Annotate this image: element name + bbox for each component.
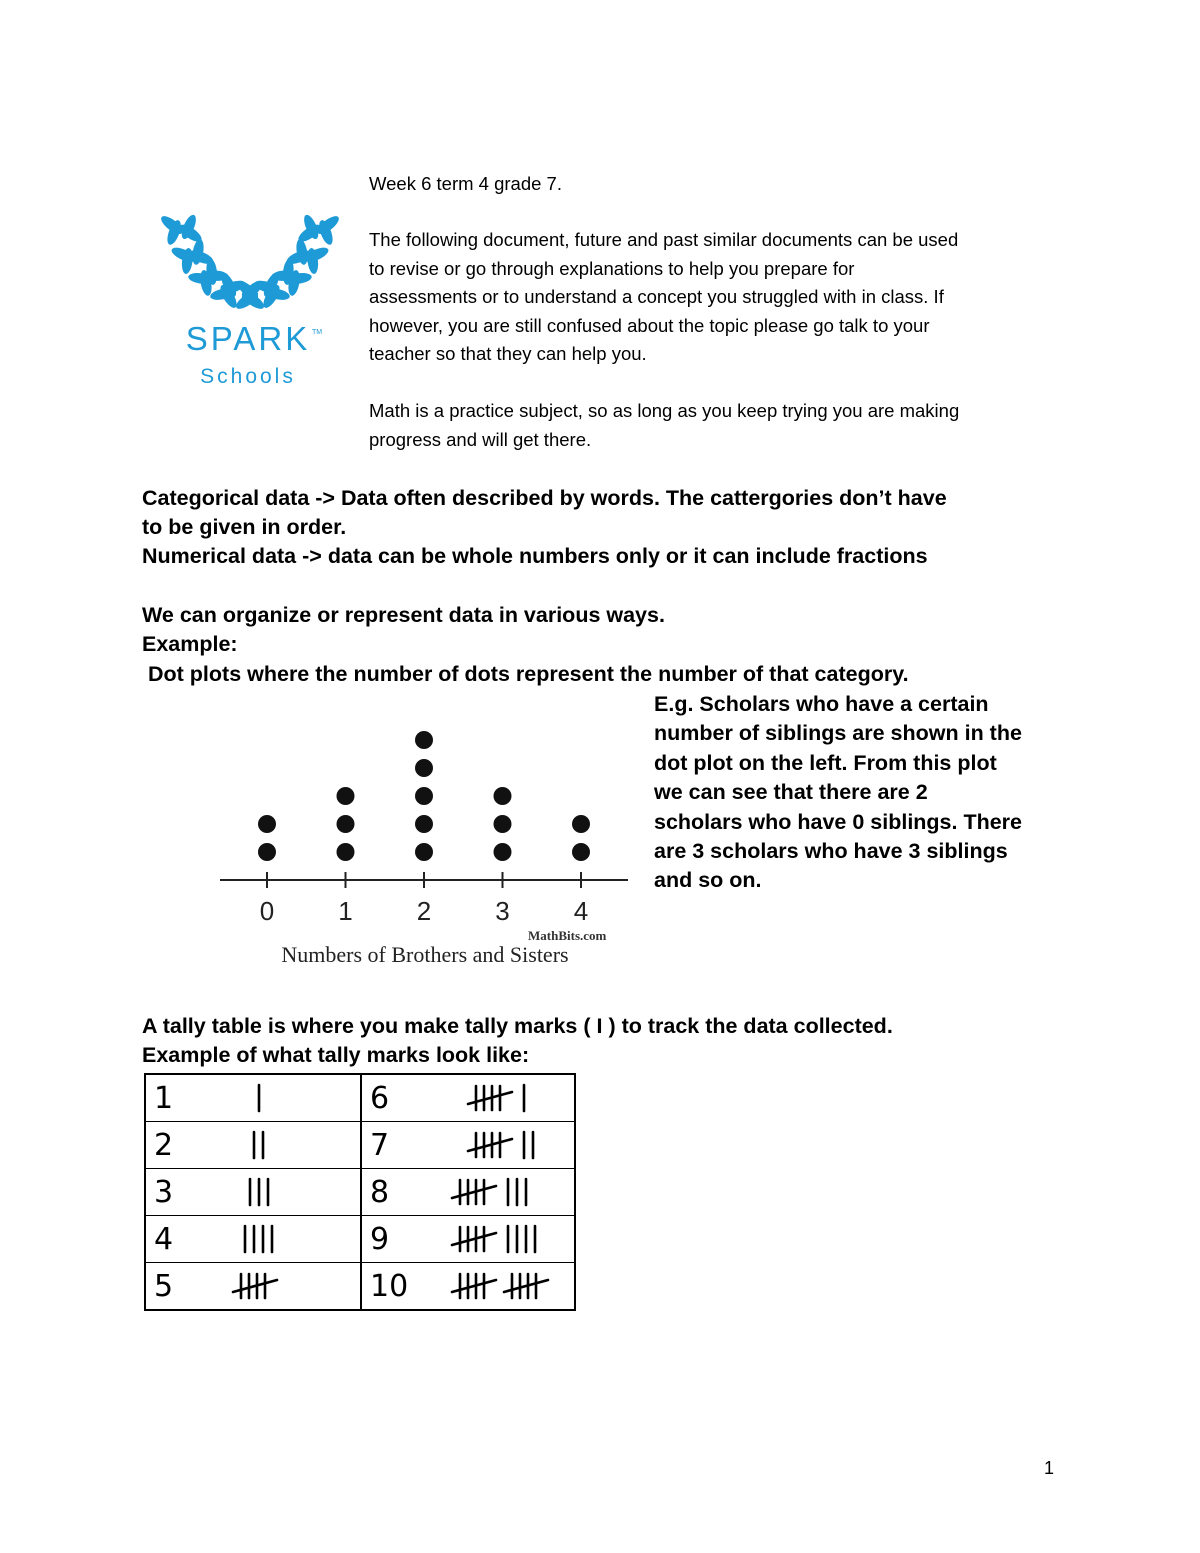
data-dot: [258, 843, 276, 861]
tally-number: 3: [145, 1169, 214, 1216]
logo-brand: SPARK: [185, 320, 311, 357]
dot-plot-svg: [210, 718, 640, 938]
tally-marks: [450, 1268, 558, 1304]
tally-table: [144, 1073, 576, 1311]
week-heading: Week 6 term 4 grade 7.: [369, 173, 562, 194]
tally-cross-stroke: [468, 1092, 512, 1104]
tally-cell: [430, 1216, 575, 1263]
dot-plot-chart: [210, 718, 640, 980]
intro-line: assessments or to understand a concept you struggled with in class. If: [369, 286, 944, 308]
data-dot: [494, 815, 512, 833]
tally-cell: [214, 1074, 361, 1122]
organize-line: We can organize or represent data in various ways.: [142, 603, 665, 627]
x-tick-label: 4: [573, 896, 589, 926]
numerical-definition: [142, 542, 1102, 571]
example-label: Example:: [142, 632, 238, 656]
page-number: 1: [1044, 1458, 1055, 1478]
intro-line: Math is a practice subject, so as long as you keep trying you are making: [369, 400, 960, 421]
tally-cell: [430, 1074, 575, 1122]
explanation-line: scholars who have 0 siblings. There: [654, 809, 1023, 834]
logo-subtitle: Schools: [200, 365, 296, 388]
x-tick-label: 2: [416, 896, 432, 926]
categorical-definition-cont: to be given in order.: [142, 515, 347, 539]
x-tick-label: 3: [495, 896, 510, 926]
tally-number: 10: [361, 1263, 430, 1311]
tally-cell: [214, 1169, 361, 1216]
tally-term: tally table: [162, 1014, 262, 1038]
x-tick-label: 0: [259, 896, 275, 926]
explanation-line: number of siblings are shown in the: [654, 721, 1022, 746]
explanation-line: dot plot on the left. From this plot: [654, 750, 997, 775]
categorical-text: Data often described by words. The cattergories don’t have: [334, 486, 947, 510]
tally-number: 4: [145, 1216, 214, 1263]
tally-marks: [239, 1221, 279, 1257]
explanation-line: we can see that there are 2: [654, 780, 928, 805]
tally-number: 6: [361, 1074, 430, 1122]
dot-plot-explanation: [654, 690, 1074, 896]
data-dot: [494, 843, 512, 861]
tally-number: 9: [361, 1216, 430, 1263]
tally-number: 5: [145, 1263, 214, 1311]
practice-paragraph: [369, 397, 1069, 454]
tally-cell: [214, 1216, 361, 1263]
tally-number: 2: [145, 1122, 214, 1169]
tally-cross-stroke: [452, 1233, 496, 1245]
tally-marks: [450, 1221, 542, 1257]
data-dot: [494, 787, 512, 805]
intro-line: The following document, future and past similar documents can be used: [369, 229, 959, 250]
intro-paragraph: [369, 226, 1069, 369]
data-dot: [572, 843, 590, 861]
tally-row: [145, 1122, 575, 1169]
x-tick-label: 1: [338, 896, 353, 926]
tally-row: [145, 1169, 575, 1216]
data-dot: [415, 787, 433, 805]
tally-number: 8: [361, 1169, 430, 1216]
tally-example-label: Example of what tally marks look like:: [142, 1043, 530, 1067]
tally-prefix: A: [142, 1014, 163, 1038]
tally-cell: [430, 1122, 575, 1169]
dot-plot-term: Dot plots: [148, 662, 242, 686]
tally-cell: [430, 1263, 575, 1311]
tally-marks: [450, 1174, 533, 1210]
data-dot: [415, 759, 433, 777]
tally-cross-stroke: [452, 1186, 496, 1198]
explanation-line: E.g. Scholars who have a certain: [654, 692, 989, 716]
categorical-definition: [142, 484, 1102, 513]
tally-row: [145, 1216, 575, 1263]
logo-trademark: TM: [312, 329, 323, 336]
explanation-line: and so on.: [654, 868, 762, 893]
tally-marks: [253, 1080, 266, 1116]
tally-marks: [244, 1174, 275, 1210]
tally-cross-stroke: [452, 1280, 496, 1292]
numerical-term: Numerical data ->: [142, 544, 322, 568]
intro-line: to revise or go through explanations to help you prepare for: [369, 257, 855, 279]
intro-line: however, you are still confused about the topic please go talk to your: [369, 314, 930, 336]
x-axis-title: Numbers of Brothers and Sisters: [281, 942, 569, 967]
tally-cell: [214, 1263, 361, 1311]
data-dot: [258, 815, 276, 833]
intro-line: progress and will get there.: [369, 428, 592, 450]
tally-marks: [466, 1127, 540, 1163]
data-dot: [415, 843, 433, 861]
data-dot: [415, 731, 433, 749]
tally-marks: [248, 1127, 270, 1163]
tally-row: [145, 1074, 575, 1122]
dot-plot-text: where the number of dots represent the number of that category.: [241, 662, 909, 686]
data-dot: [572, 815, 590, 833]
tally-definition: [142, 1012, 1102, 1041]
data-dot: [337, 843, 355, 861]
chart-credit: MathBits.com: [528, 928, 607, 943]
tally-cross-stroke: [468, 1139, 512, 1151]
tally-number: 7: [361, 1122, 430, 1169]
intro-line: teacher so that they can help you.: [369, 343, 647, 365]
dot-plot-definition: [148, 660, 1108, 689]
tally-row: [145, 1263, 575, 1311]
tally-text: is where you make tally marks ( I ) to track the data collected.: [261, 1014, 893, 1038]
tally-number: 1: [145, 1074, 214, 1122]
data-dot: [337, 787, 355, 805]
dot-group: [258, 731, 590, 861]
tally-cell: [214, 1122, 361, 1169]
numerical-text: data can be whole numbers only or it can include fractions: [321, 544, 928, 568]
laurel-wreath-icon: [150, 170, 350, 320]
tally-marks: [466, 1080, 531, 1116]
categorical-term: Categorical data ->: [142, 486, 335, 510]
explanation-line: are 3 scholars who have 3 siblings: [654, 839, 1008, 864]
tally-cross-stroke: [233, 1280, 277, 1292]
tally-cross-stroke: [504, 1280, 548, 1292]
data-dot: [415, 815, 433, 833]
tally-marks: [231, 1268, 287, 1304]
spark-schools-logo: [150, 170, 350, 400]
tally-cell: [430, 1169, 575, 1216]
data-dot: [337, 815, 355, 833]
